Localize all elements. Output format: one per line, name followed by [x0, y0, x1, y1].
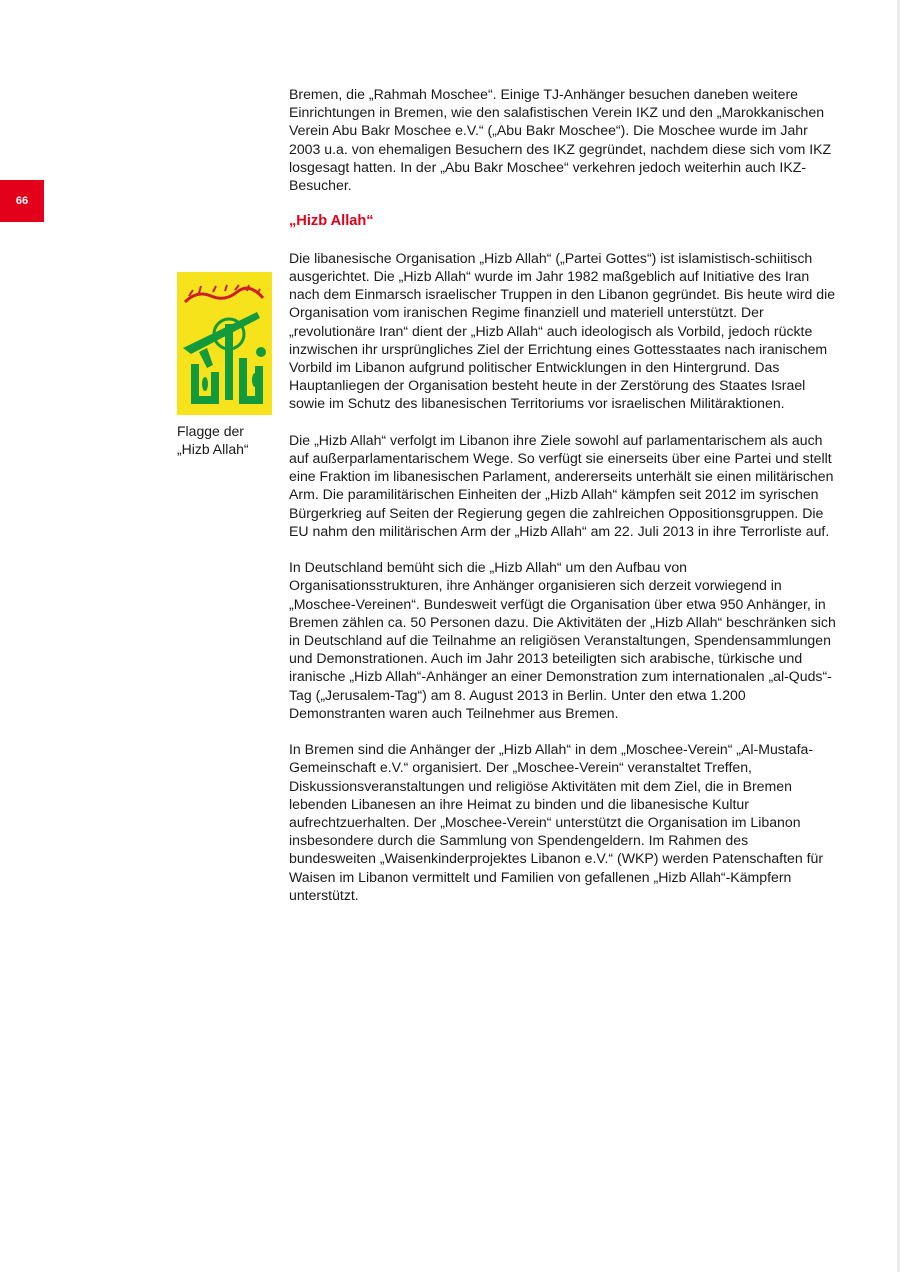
body-paragraph-3: In Deutschland bemüht sich die „Hizb Allah“ um den Aufbau von Organisationsstrukturen, ihre Anhänger organisieren sich derzeit vorwiegend in „Moschee-Vereinen“. Bundesweit verfügt die Organisation über etwa 950 Anhänger, in Bremen zählen ca. 50 Personen dazu. Die Aktivitäten der „Hizb Allah“ beschränken sich in Deutschland auf die Teilnahme an religiösen Veranstaltungen, Spendensammlungen und Demonstrationen. Auch im Jahr 2013 beteiligten sich arabische, türkische und iranische „Hizb Allah“-Anhänger an einer Demonstration zum internationalen „al-Quds“-Tag („Jerusalem-Tag“) am 8. August 2013 in Berlin. Unter den etwa 1.200 Demonstranten waren auch Teilnehmer aus Bremen. [289, 559, 836, 721]
caption-line-1: Flagge der [177, 423, 244, 439]
main-text-column [289, 85, 837, 922]
flag-caption [177, 422, 277, 458]
page-number: 66 [15, 195, 29, 207]
intro-paragraph: Bremen, die „Rahmah Moschee“. Einige TJ-Anhänger besuchen daneben weitere Einrichtungen in Bremen, wie den salafistischen Verein IKZ und den „Marokkanischen Verein Abu Bakr Moschee e.V.“ („Abu Bakr Moschee“). Die Moschee wurde im Jahr 2003 u.a. von ehemaligen Besuchern des IKZ gegründet, nachdem diese sich vom IKZ losgesagt hatten. In der „Abu Bakr Moschee“ verkehren jedoch weiterhin auch IKZ-Besucher. [289, 86, 832, 194]
body-paragraph-1: Die libanesische Organisation „Hizb Allah“ („Partei Gottes“) ist islamistisch-schiitisch ausgerichtet. Die „Hizb Allah“ wurde im Jahr 1982 maßgeblich auf Initiative des Iran nach dem Einmarsch israelischer Truppen in den Libanon gegründet. Bis heute wird die Organisation vom iranischen Regime finanziell und materiell unterstützt. Der „revolutionäre Iran“ dient der „Hizb Allah“ auch ideologisch als Vorbild, jedoch rückte inzwischen ihr ursprüngliches Ziel der Errichtung eines Gottesstaates nach iranischem Vorbild im Libanon aufgrund politischer Entwicklungen in den Hintergrund. Das Hauptanliegen der Organisation besteht heute in der Zerstörung des Staates Israel sowie im Schutz des libanesischen Territoriums vor israelischen Militäraktionen. [289, 249, 836, 412]
section-heading: „Hizb Allah“ [289, 213, 374, 230]
body-paragraph-2: Die „Hizb Allah“ verfolgt im Libanon ihre Ziele sowohl auf parlamentarischem als auch auf außerparlamentarischem Wege. So verfügt sie einerseits über eine Partei und stellt eine Fraktion im libanesischen Parlament, andererseits unterhält sie einen militärischen Arm. Die paramilitärischen Einheiten der „Hizb Allah“ kämpfen seit 2012 im syrischen Bürgerkrieg auf Seiten der Regierung gegen die zahlreichen Oppositionsgruppen. Die EU nahm den militärischen Arm der „Hizb Allah“ am 22. Juli 2013 in ihre Terrorliste auf. [289, 431, 834, 539]
caption-line-2: „Hizb Allah“ [177, 441, 249, 458]
hizb-allah-flag-icon [177, 272, 272, 415]
page-number-tab [0, 180, 44, 222]
body-paragraph-4: In Bremen sind die Anhänger der „Hizb Allah“ in dem „Moschee-Verein“ „Al-Mustafa-Gemeinschaft e.V.“ organisiert. Der „Moschee-Verein“ veranstaltet Treffen, Diskussionsveranstaltungen und religiöse Aktivitäten mit dem Ziel, die in Bremen lebenden Libanesen an ihre Heimat zu binden und die libanesische Kultur aufrechtzuerhalten. Der „Moschee-Verein“ unterstützt die Organisation im Libanon insbesondere durch die Sammlung von Spendengeldern. Im Rahmen des bundesweiten „Waisenkinderprojektes Libanon e.V.“ (WKP) werden Patenschaften für Waisen im Libanon vermittelt und Familien von gefallenen „Hizb Allah“-Kämpfern unterstützt. [289, 741, 824, 903]
